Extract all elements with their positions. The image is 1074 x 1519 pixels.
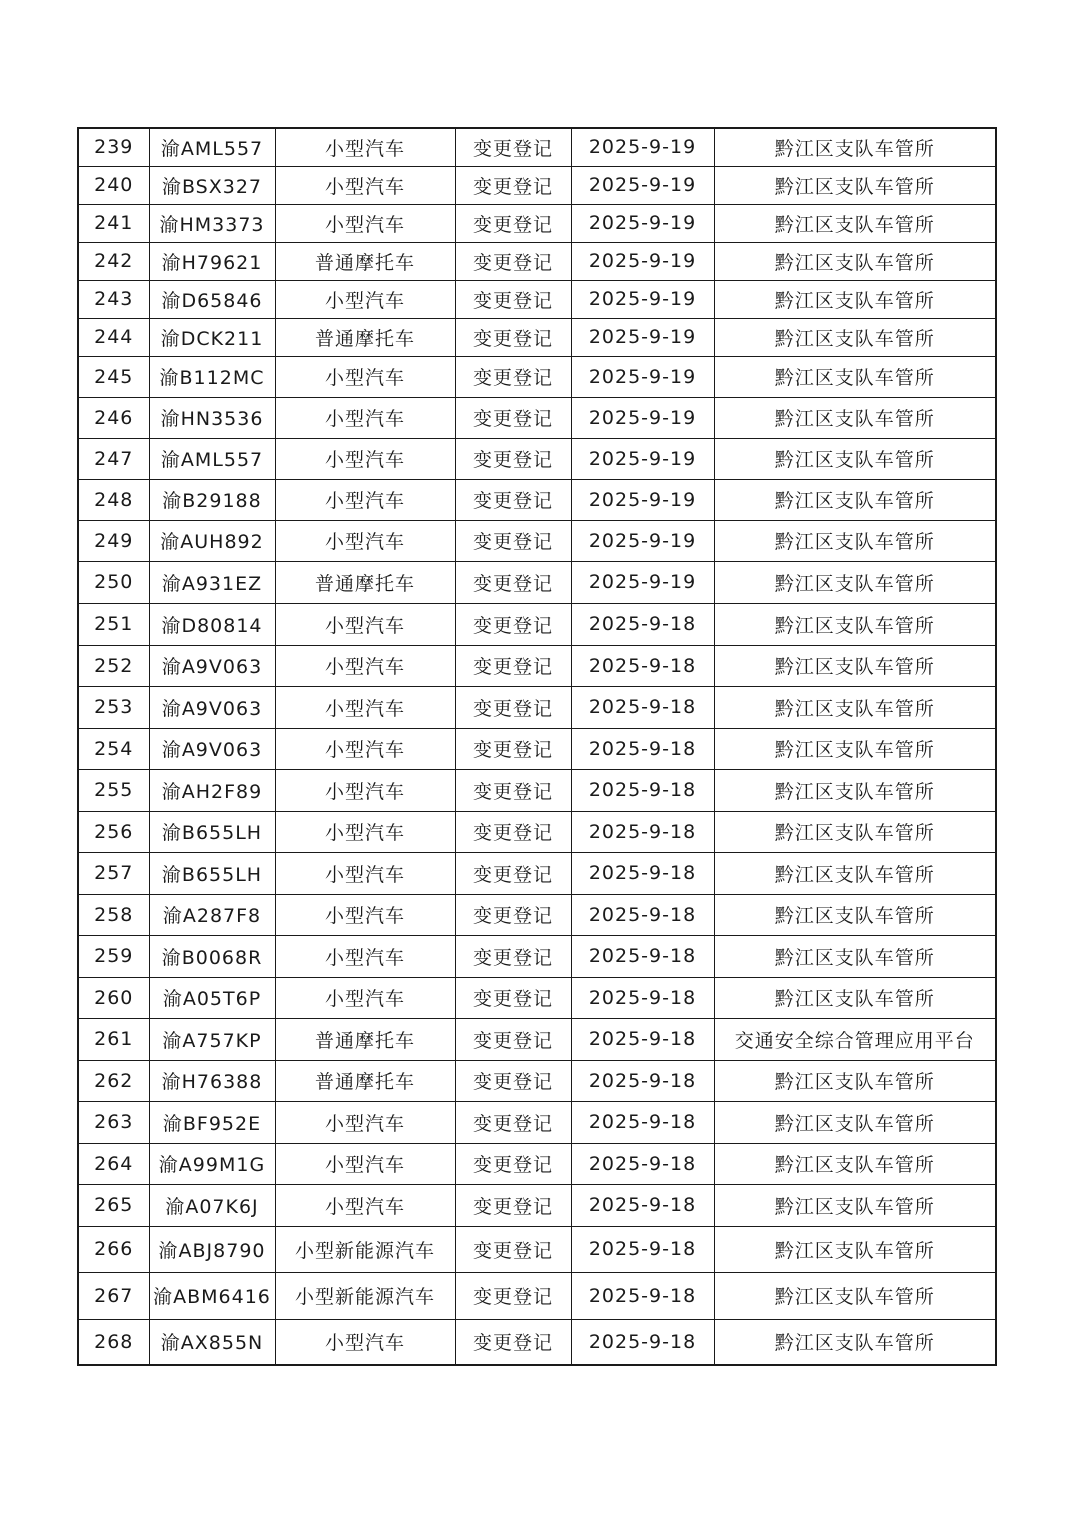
vehicle-type-cell: 小型汽车 — [275, 686, 455, 728]
vehicle-type-cell: 小型汽车 — [275, 438, 455, 479]
office-cell: 黔江区支队车管所 — [714, 935, 996, 977]
seq-cell: 257 — [78, 852, 149, 894]
table-row — [78, 1272, 996, 1319]
business-type-cell: 变更登记 — [455, 561, 571, 603]
table-row — [78, 128, 996, 166]
business-type-cell: 变更登记 — [455, 397, 571, 438]
date-cell: 2025-9-18 — [571, 645, 714, 686]
table-row — [78, 1060, 996, 1101]
table-row — [78, 318, 996, 356]
date-cell: 2025-9-18 — [571, 894, 714, 935]
date-cell: 2025-9-18 — [571, 603, 714, 645]
seq-cell: 263 — [78, 1101, 149, 1143]
office-cell: 黔江区支队车管所 — [714, 769, 996, 811]
seq-cell: 248 — [78, 479, 149, 520]
office-cell: 黔江区支队车管所 — [714, 1143, 996, 1184]
vehicle-type-cell: 小型汽车 — [275, 1319, 455, 1365]
business-type-cell: 变更登记 — [455, 728, 571, 769]
office-cell: 黔江区支队车管所 — [714, 242, 996, 280]
office-cell: 黔江区支队车管所 — [714, 1319, 996, 1365]
date-cell: 2025-9-19 — [571, 397, 714, 438]
office-cell: 黔江区支队车管所 — [714, 1272, 996, 1319]
vehicle-type-cell: 小型汽车 — [275, 852, 455, 894]
plate-number-cell: 渝DCK211 — [149, 318, 275, 356]
business-type-cell: 变更登记 — [455, 977, 571, 1018]
date-cell: 2025-9-18 — [571, 769, 714, 811]
business-type-cell: 变更登记 — [455, 204, 571, 242]
date-cell: 2025-9-19 — [571, 204, 714, 242]
table-row — [78, 166, 996, 204]
date-cell: 2025-9-18 — [571, 1018, 714, 1060]
plate-number-cell: 渝AML557 — [149, 128, 275, 166]
table-row — [78, 1226, 996, 1272]
table-row — [78, 1319, 996, 1365]
seq-cell: 255 — [78, 769, 149, 811]
seq-cell: 242 — [78, 242, 149, 280]
office-cell: 黔江区支队车管所 — [714, 894, 996, 935]
plate-number-cell: 渝B29188 — [149, 479, 275, 520]
plate-number-cell: 渝ABJ8790 — [149, 1226, 275, 1272]
date-cell: 2025-9-18 — [571, 1272, 714, 1319]
date-cell: 2025-9-18 — [571, 1060, 714, 1101]
table-row — [78, 438, 996, 479]
vehicle-type-cell: 小型汽车 — [275, 280, 455, 318]
seq-cell: 262 — [78, 1060, 149, 1101]
plate-number-cell: 渝H76388 — [149, 1060, 275, 1101]
office-cell: 黔江区支队车管所 — [714, 561, 996, 603]
date-cell: 2025-9-18 — [571, 686, 714, 728]
office-cell: 黔江区支队车管所 — [714, 280, 996, 318]
office-cell: 黔江区支队车管所 — [714, 520, 996, 561]
table-row — [78, 894, 996, 935]
seq-cell: 245 — [78, 356, 149, 397]
office-cell: 黔江区支队车管所 — [714, 728, 996, 769]
business-type-cell: 变更登记 — [455, 1101, 571, 1143]
date-cell: 2025-9-19 — [571, 280, 714, 318]
office-cell: 交通安全综合管理应用平台 — [714, 1018, 996, 1060]
date-cell: 2025-9-18 — [571, 1319, 714, 1365]
seq-cell: 260 — [78, 977, 149, 1018]
vehicle-type-cell: 普通摩托车 — [275, 561, 455, 603]
business-type-cell: 变更登记 — [455, 318, 571, 356]
business-type-cell: 变更登记 — [455, 356, 571, 397]
vehicle-registration-table — [77, 127, 997, 1366]
business-type-cell: 变更登记 — [455, 852, 571, 894]
seq-cell: 254 — [78, 728, 149, 769]
table-row — [78, 242, 996, 280]
vehicle-type-cell: 小型汽车 — [275, 128, 455, 166]
plate-number-cell: 渝D80814 — [149, 603, 275, 645]
plate-number-cell: 渝B655LH — [149, 852, 275, 894]
business-type-cell: 变更登记 — [455, 603, 571, 645]
plate-number-cell: 渝A9V063 — [149, 645, 275, 686]
vehicle-type-cell: 小型汽车 — [275, 811, 455, 852]
plate-number-cell: 渝ABM6416 — [149, 1272, 275, 1319]
plate-number-cell: 渝A05T6P — [149, 977, 275, 1018]
business-type-cell: 变更登记 — [455, 894, 571, 935]
seq-cell: 253 — [78, 686, 149, 728]
office-cell: 黔江区支队车管所 — [714, 645, 996, 686]
table-row — [78, 479, 996, 520]
vehicle-type-cell: 小型汽车 — [275, 1143, 455, 1184]
table-row — [78, 280, 996, 318]
plate-number-cell: 渝HM3373 — [149, 204, 275, 242]
vehicle-type-cell: 小型汽车 — [275, 479, 455, 520]
table-row — [78, 728, 996, 769]
date-cell: 2025-9-18 — [571, 1143, 714, 1184]
date-cell: 2025-9-18 — [571, 1101, 714, 1143]
table-row — [78, 1101, 996, 1143]
business-type-cell: 变更登记 — [455, 1143, 571, 1184]
seq-cell: 239 — [78, 128, 149, 166]
table-row — [78, 686, 996, 728]
office-cell: 黔江区支队车管所 — [714, 1060, 996, 1101]
table-body — [78, 128, 996, 1365]
table-row — [78, 645, 996, 686]
seq-cell: 266 — [78, 1226, 149, 1272]
business-type-cell: 变更登记 — [455, 166, 571, 204]
vehicle-type-cell: 普通摩托车 — [275, 1018, 455, 1060]
table-row — [78, 977, 996, 1018]
vehicle-type-cell: 小型汽车 — [275, 1101, 455, 1143]
table-row — [78, 811, 996, 852]
table-row — [78, 1184, 996, 1226]
seq-cell: 265 — [78, 1184, 149, 1226]
office-cell: 黔江区支队车管所 — [714, 811, 996, 852]
vehicle-type-cell: 小型汽车 — [275, 894, 455, 935]
plate-number-cell: 渝D65846 — [149, 280, 275, 318]
table-row — [78, 935, 996, 977]
seq-cell: 251 — [78, 603, 149, 645]
plate-number-cell: 渝A9V063 — [149, 686, 275, 728]
vehicle-type-cell: 小型汽车 — [275, 977, 455, 1018]
date-cell: 2025-9-19 — [571, 479, 714, 520]
business-type-cell: 变更登记 — [455, 1018, 571, 1060]
office-cell: 黔江区支队车管所 — [714, 166, 996, 204]
plate-number-cell: 渝AUH892 — [149, 520, 275, 561]
office-cell: 黔江区支队车管所 — [714, 479, 996, 520]
vehicle-type-cell: 小型汽车 — [275, 728, 455, 769]
business-type-cell: 变更登记 — [455, 520, 571, 561]
table-row — [78, 1018, 996, 1060]
table-row — [78, 561, 996, 603]
office-cell: 黔江区支队车管所 — [714, 686, 996, 728]
vehicle-type-cell: 小型汽车 — [275, 645, 455, 686]
date-cell: 2025-9-18 — [571, 852, 714, 894]
table-row — [78, 520, 996, 561]
business-type-cell: 变更登记 — [455, 1060, 571, 1101]
office-cell: 黔江区支队车管所 — [714, 1101, 996, 1143]
table-row — [78, 356, 996, 397]
plate-number-cell: 渝BF952E — [149, 1101, 275, 1143]
seq-cell: 267 — [78, 1272, 149, 1319]
vehicle-type-cell: 小型汽车 — [275, 935, 455, 977]
date-cell: 2025-9-19 — [571, 438, 714, 479]
business-type-cell: 变更登记 — [455, 811, 571, 852]
date-cell: 2025-9-18 — [571, 1184, 714, 1226]
office-cell: 黔江区支队车管所 — [714, 603, 996, 645]
date-cell: 2025-9-18 — [571, 811, 714, 852]
office-cell: 黔江区支队车管所 — [714, 1184, 996, 1226]
table-row — [78, 603, 996, 645]
business-type-cell: 变更登记 — [455, 1184, 571, 1226]
date-cell: 2025-9-19 — [571, 128, 714, 166]
business-type-cell: 变更登记 — [455, 769, 571, 811]
business-type-cell: 变更登记 — [455, 479, 571, 520]
plate-number-cell: 渝BSX327 — [149, 166, 275, 204]
vehicle-type-cell: 小型汽车 — [275, 204, 455, 242]
table-row — [78, 397, 996, 438]
vehicle-type-cell: 普通摩托车 — [275, 1060, 455, 1101]
business-type-cell: 变更登记 — [455, 1226, 571, 1272]
table-row — [78, 1143, 996, 1184]
seq-cell: 252 — [78, 645, 149, 686]
business-type-cell: 变更登记 — [455, 242, 571, 280]
plate-number-cell: 渝AML557 — [149, 438, 275, 479]
date-cell: 2025-9-18 — [571, 977, 714, 1018]
plate-number-cell: 渝H79621 — [149, 242, 275, 280]
office-cell: 黔江区支队车管所 — [714, 397, 996, 438]
office-cell: 黔江区支队车管所 — [714, 204, 996, 242]
seq-cell: 250 — [78, 561, 149, 603]
date-cell: 2025-9-19 — [571, 242, 714, 280]
table-row — [78, 852, 996, 894]
office-cell: 黔江区支队车管所 — [714, 438, 996, 479]
seq-cell: 258 — [78, 894, 149, 935]
business-type-cell: 变更登记 — [455, 128, 571, 166]
vehicle-type-cell: 普通摩托车 — [275, 318, 455, 356]
date-cell: 2025-9-19 — [571, 520, 714, 561]
business-type-cell: 变更登记 — [455, 645, 571, 686]
plate-number-cell: 渝A287F8 — [149, 894, 275, 935]
office-cell: 黔江区支队车管所 — [714, 128, 996, 166]
seq-cell: 261 — [78, 1018, 149, 1060]
business-type-cell: 变更登记 — [455, 438, 571, 479]
plate-number-cell: 渝HN3536 — [149, 397, 275, 438]
vehicle-type-cell: 小型新能源汽车 — [275, 1226, 455, 1272]
date-cell: 2025-9-18 — [571, 935, 714, 977]
office-cell: 黔江区支队车管所 — [714, 977, 996, 1018]
seq-cell: 241 — [78, 204, 149, 242]
seq-cell: 264 — [78, 1143, 149, 1184]
seq-cell: 243 — [78, 280, 149, 318]
vehicle-type-cell: 小型新能源汽车 — [275, 1272, 455, 1319]
vehicle-type-cell: 小型汽车 — [275, 397, 455, 438]
vehicle-type-cell: 小型汽车 — [275, 356, 455, 397]
vehicle-type-cell: 小型汽车 — [275, 520, 455, 561]
vehicle-type-cell: 小型汽车 — [275, 769, 455, 811]
business-type-cell: 变更登记 — [455, 935, 571, 977]
vehicle-type-cell: 小型汽车 — [275, 603, 455, 645]
plate-number-cell: 渝A9V063 — [149, 728, 275, 769]
business-type-cell: 变更登记 — [455, 686, 571, 728]
seq-cell: 240 — [78, 166, 149, 204]
plate-number-cell: 渝AH2F89 — [149, 769, 275, 811]
date-cell: 2025-9-19 — [571, 318, 714, 356]
plate-number-cell: 渝B112MC — [149, 356, 275, 397]
date-cell: 2025-9-18 — [571, 728, 714, 769]
seq-cell: 256 — [78, 811, 149, 852]
seq-cell: 259 — [78, 935, 149, 977]
seq-cell: 246 — [78, 397, 149, 438]
business-type-cell: 变更登记 — [455, 1319, 571, 1365]
plate-number-cell: 渝AX855N — [149, 1319, 275, 1365]
business-type-cell: 变更登记 — [455, 1272, 571, 1319]
date-cell: 2025-9-19 — [571, 166, 714, 204]
business-type-cell: 变更登记 — [455, 280, 571, 318]
plate-number-cell: 渝A931EZ — [149, 561, 275, 603]
seq-cell: 244 — [78, 318, 149, 356]
plate-number-cell: 渝A99M1G — [149, 1143, 275, 1184]
date-cell: 2025-9-19 — [571, 561, 714, 603]
table-row — [78, 769, 996, 811]
plate-number-cell: 渝A07K6J — [149, 1184, 275, 1226]
plate-number-cell: 渝B655LH — [149, 811, 275, 852]
plate-number-cell: 渝A757KP — [149, 1018, 275, 1060]
office-cell: 黔江区支队车管所 — [714, 1226, 996, 1272]
vehicle-type-cell: 小型汽车 — [275, 1184, 455, 1226]
plate-number-cell: 渝B0068R — [149, 935, 275, 977]
office-cell: 黔江区支队车管所 — [714, 318, 996, 356]
seq-cell: 247 — [78, 438, 149, 479]
seq-cell: 268 — [78, 1319, 149, 1365]
seq-cell: 249 — [78, 520, 149, 561]
vehicle-type-cell: 普通摩托车 — [275, 242, 455, 280]
table-row — [78, 204, 996, 242]
date-cell: 2025-9-19 — [571, 356, 714, 397]
date-cell: 2025-9-18 — [571, 1226, 714, 1272]
office-cell: 黔江区支队车管所 — [714, 852, 996, 894]
office-cell: 黔江区支队车管所 — [714, 356, 996, 397]
vehicle-type-cell: 小型汽车 — [275, 166, 455, 204]
